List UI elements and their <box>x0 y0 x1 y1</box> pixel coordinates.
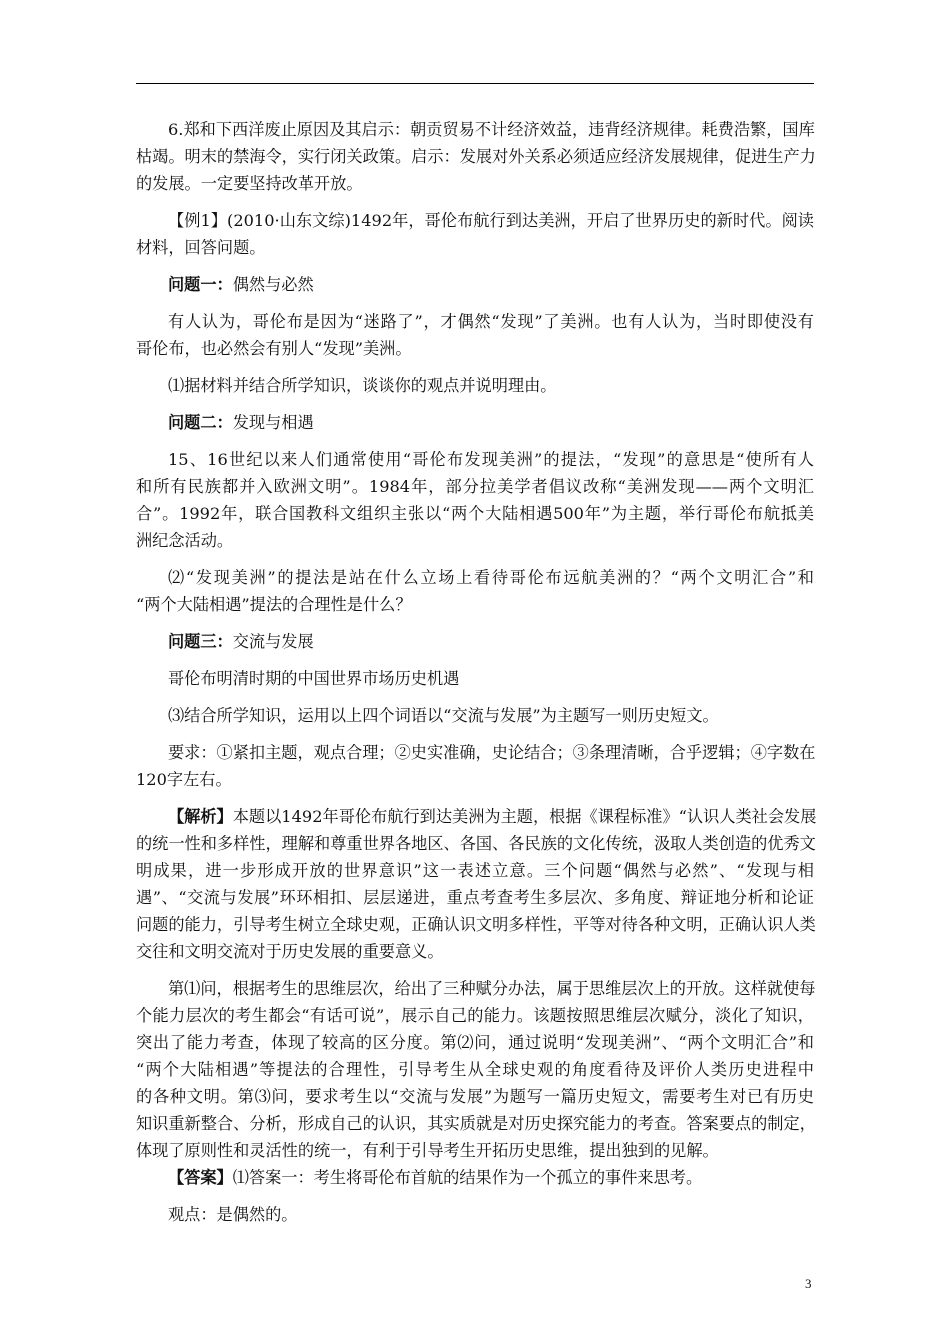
text-line <box>136 857 814 884</box>
text-segment: 15、16世纪以来人们通常使用“哥伦布发现美洲”的提法，“发现”的意思是“使所有人 <box>168 450 814 469</box>
text-line <box>136 308 814 335</box>
text-segment: 交流与发展 <box>232 632 314 651</box>
text-segment: 枯竭。明末的禁海令，实行闭关政策。启示：发展对外关系必须适应经济发展规律，促进生产力 <box>136 147 816 166</box>
text-segment: “两个大陆相遇”等提法的合理性，引导考生从全球史观的角度看待及评价人类历史进程中 <box>136 1060 814 1079</box>
text-segment: 有人认为，哥伦布是因为“迷路了”，才偶然“发现”了美洲。也有人认为，当时即使没有 <box>168 312 814 331</box>
text-line <box>136 628 814 655</box>
page-number: 3 <box>805 1276 812 1291</box>
text-line <box>136 234 814 261</box>
text-segment: 遇”、“交流与发展”环环相扣、层层递进，重点考查考生多层次、多角度、辩证地分析和论证 <box>136 888 814 907</box>
text-segment: 的各种文明。第⑶问，要求考生以“交流与发展”为题写一篇历史短文，需要考生对已有历史 <box>136 1087 814 1106</box>
bold-label: 问题三： <box>168 632 233 651</box>
text-line <box>136 830 814 857</box>
text-segment: 明成果，进一步形成开放的世界意识”这一表述立意。三个问题“偶然与必然”、“发现与相 <box>136 861 814 880</box>
text-segment: 要求：①紧扣主题，观点合理；②史实准确，史论结合；③条理清晰，合乎逻辑；④字数在 <box>168 743 816 762</box>
text-line <box>136 527 814 554</box>
text-segment: 【例1】(2010·山东文综)1492年，哥伦布航行到达美洲，开启了世界历史的新时代。阅读 <box>168 211 814 230</box>
text-segment: 洲纪念活动。 <box>136 531 234 550</box>
text-line <box>136 591 814 618</box>
bold-label: 【解析】 <box>168 807 233 826</box>
text-segment: “两个大陆相遇”提法的合理性是什么？ <box>136 595 412 614</box>
text-segment: 发现与相遇 <box>232 413 314 432</box>
bold-label: 问题二： <box>168 413 233 432</box>
text-segment: 个能力层次的考生都会“有话可说”，展示自己的能力。该题按照思维层次赋分，淡化了知识， <box>136 1006 814 1025</box>
text-line <box>136 170 814 197</box>
text-line <box>136 884 814 911</box>
text-segment: 知识重新整合、分析，形成自己的认识，其实质就是对历史探究能力的考查。答案要点的制定， <box>136 1114 816 1133</box>
text-line <box>136 271 814 298</box>
text-line <box>136 766 814 793</box>
text-segment: 体现了原则性和灵活性的统一，有利于引导考生开拓历史思维，提出独到的见解。 <box>136 1141 719 1160</box>
text-line <box>136 446 814 473</box>
text-segment: 第⑴问，根据考生的思维层次，给出了三种赋分办法，属于思维层次上的开放。这样就使每 <box>168 979 816 998</box>
text-line <box>136 1083 814 1110</box>
text-line <box>136 564 814 591</box>
text-segment: 问题的能力，引导考生树立全球史观，正确认识文明多样性，平等对待各种文明，正确认识人类 <box>136 915 816 934</box>
text-segment: 合”。1992年，联合国教科文组织主张以“两个大陆相遇500年”为主题，举行哥伦布航抵美 <box>136 504 814 523</box>
text-segment: 哥伦布明清时期的中国世界市场历史机遇 <box>168 669 460 688</box>
bold-label: 问题一： <box>168 275 233 294</box>
text-segment: 6.郑和下西洋废止原因及其启示：朝贡贸易不计经济效益，违背经济规律。耗费浩繁，国库 <box>168 120 815 139</box>
document-body <box>136 116 817 1228</box>
text-segment: 120字左右。 <box>136 770 232 789</box>
text-segment: 观点：是偶然的。 <box>168 1205 298 1224</box>
text-line <box>136 1029 814 1056</box>
text-line <box>136 1164 814 1191</box>
text-line <box>136 116 814 143</box>
text-segment: 材料，回答问题。 <box>136 238 266 257</box>
text-line <box>136 473 814 500</box>
text-line <box>136 1056 814 1083</box>
text-segment: ⑴答案一：考生将哥伦布首航的结果作为一个孤立的事件来思考。 <box>232 1168 703 1187</box>
text-line <box>136 975 814 1002</box>
text-segment: 偶然与必然 <box>232 275 314 294</box>
text-line <box>136 911 814 938</box>
text-segment: 交往和文明交流对于历史发展的重要意义。 <box>136 942 444 961</box>
text-line <box>136 1002 814 1029</box>
text-segment: 和所有民族都并入欧洲文明”。1984年，部分拉美学者倡议改称“美洲发现——两个文明汇 <box>136 477 814 496</box>
text-segment: ⑶结合所学知识，运用以上四个词语以“交流与发展”为主题写一则历史短文。 <box>168 706 719 725</box>
text-line <box>136 803 817 830</box>
text-line <box>136 702 814 729</box>
text-line <box>136 207 814 234</box>
text-line <box>136 938 814 965</box>
text-segment: 本题以1492年哥伦布航行到达美洲为主题，根据《课程标准》“认识人类社会发展 <box>232 807 817 826</box>
text-line <box>136 739 814 766</box>
text-line <box>136 500 814 527</box>
text-segment: 哥伦布，也必然会有别人“发现”美洲。 <box>136 339 412 358</box>
text-segment: 突出了能力考查，体现了较高的区分度。第⑵问，通过说明“发现美洲”、“两个文明汇合”和 <box>136 1033 814 1052</box>
text-segment: 的统一性和多样性，理解和尊重世界各地区、各国、各民族的文化传统，汲取人类创造的优秀文 <box>136 834 816 853</box>
text-line <box>136 372 814 399</box>
text-line <box>136 1201 814 1228</box>
text-line <box>136 409 814 436</box>
text-segment: 的发展。一定要坚持改革开放。 <box>136 174 363 193</box>
bold-label: 【答案】 <box>168 1168 233 1187</box>
text-line <box>136 1110 814 1137</box>
text-line <box>136 1137 814 1164</box>
text-line <box>136 335 814 362</box>
text-segment: ⑵“发现美洲”的提法是站在什么立场上看待哥伦布远航美洲的？“两个文明汇合”和 <box>168 568 814 587</box>
header-rule <box>136 83 814 84</box>
text-line <box>136 665 814 692</box>
text-segment: ⑴据材料并结合所学知识，谈谈你的观点并说明理由。 <box>168 376 557 395</box>
text-line <box>136 143 814 170</box>
